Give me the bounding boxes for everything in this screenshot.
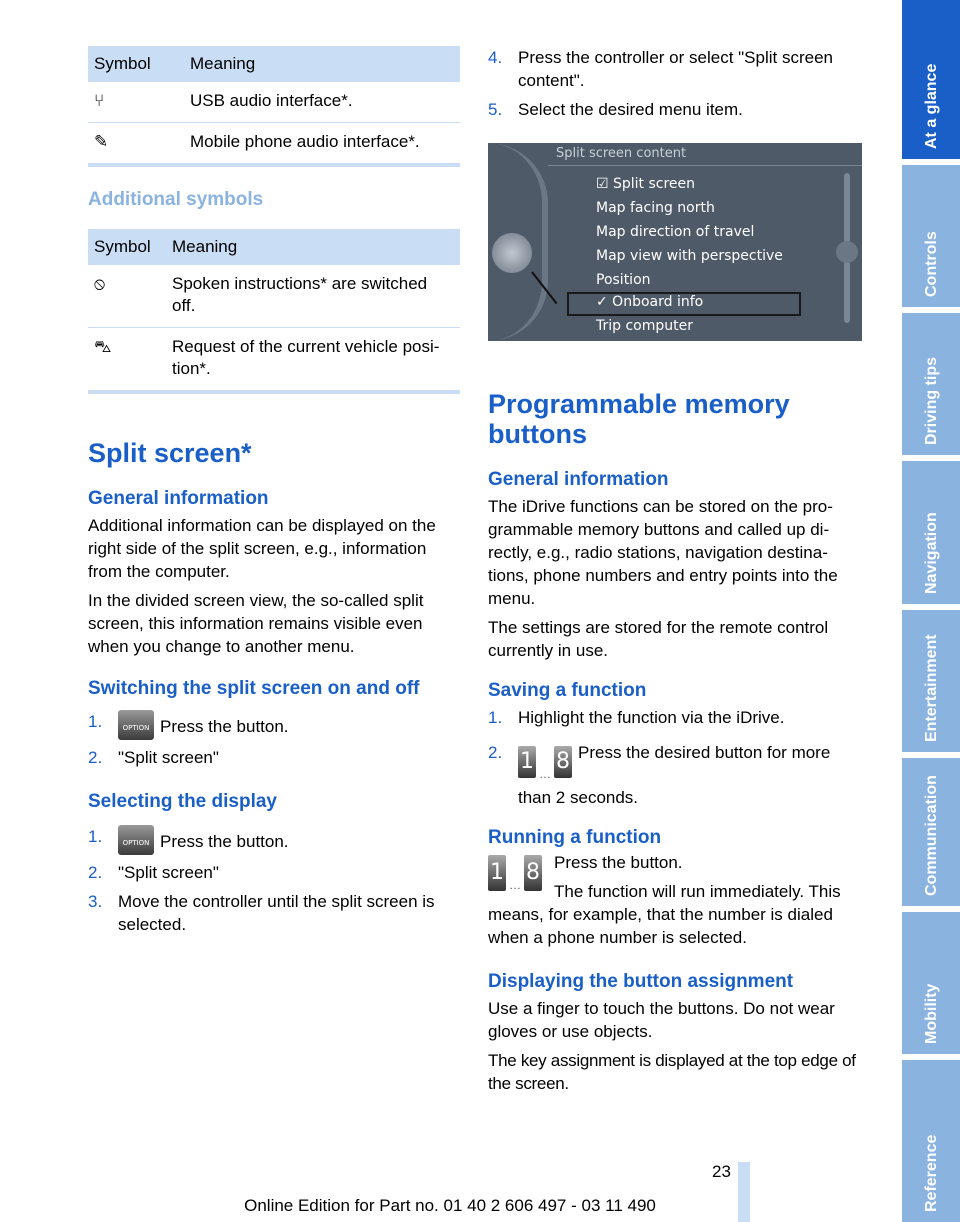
- screen-menu-item: Trip computer: [596, 318, 693, 334]
- memory-key-8: 8: [524, 855, 542, 891]
- step-text: "Split screen": [118, 863, 219, 882]
- paragraph: The key assignment is displayed at the top edge of the screen.: [488, 1051, 856, 1093]
- screen-menu-item: Map direction of travel: [596, 224, 755, 240]
- idrive-screen-image: [488, 143, 862, 341]
- memory-key-1: 1: [518, 746, 536, 778]
- split-screen-icon: [836, 241, 858, 263]
- switch-heading: Switching the split screen on and off: [88, 678, 420, 699]
- step-number: 1.: [88, 827, 103, 846]
- speaker-off-icon: ⦸: [94, 274, 106, 293]
- split-content-steps: [488, 46, 862, 121]
- option-label: OPTION: [122, 724, 150, 732]
- display-assignment-heading: Displaying the button assignment: [488, 971, 794, 992]
- switch-steps: [88, 710, 460, 769]
- paragraph: Press the button.: [554, 853, 683, 872]
- tab-label: Communication: [923, 775, 940, 896]
- step-text: Press the controller or select "Split screen content".: [518, 48, 833, 90]
- controller-knob-icon: [492, 233, 532, 273]
- table-row: [88, 328, 460, 393]
- ellipsis: …: [539, 767, 551, 781]
- vehicle-position-icon: ⛍: [94, 337, 112, 356]
- screen-divider: [548, 165, 862, 166]
- saving-steps: [488, 706, 862, 809]
- paragraph: Use a finger to touch the buttons. Do not wear gloves or use objects.: [488, 999, 835, 1041]
- list-item: [88, 746, 460, 769]
- tab-label: At a glance: [923, 63, 940, 149]
- chapter-sidebar: [902, 0, 960, 1222]
- usb-icon: ⑂: [94, 91, 105, 110]
- tab-label: Driving tips: [923, 356, 940, 445]
- tab-communication[interactable]: [902, 758, 960, 906]
- screen-title: Split screen content: [556, 146, 687, 161]
- right-column: [488, 46, 862, 1101]
- paragraph: Additional information can be displayed on the right side of the split screen, e.g., information from the computer.: [88, 516, 436, 581]
- tab-entertainment[interactable]: [902, 610, 960, 752]
- step-text: "Split screen": [118, 748, 219, 767]
- table-header-symbol: Symbol: [88, 229, 166, 265]
- paragraph: The function will run immediately. This means, for example, that the number is dialed when a phone number is selected.: [488, 882, 841, 947]
- saving-heading: Saving a function: [488, 680, 647, 701]
- page-number: 23: [712, 1162, 731, 1181]
- table-row: [88, 82, 460, 123]
- table-header-symbol: Symbol: [88, 46, 184, 82]
- list-item: [488, 706, 862, 729]
- footer-edition: Online Edition for Part no. 01 40 2 606 497 - 03 11 490: [244, 1196, 656, 1215]
- list-item: [88, 825, 460, 855]
- tab-at-a-glance[interactable]: [902, 0, 960, 159]
- selection-frame: [567, 292, 801, 316]
- tab-reference[interactable]: [902, 1060, 960, 1222]
- screen-menu-item: Map facing north: [596, 200, 715, 216]
- general-info-heading: General information: [88, 488, 269, 509]
- table-cell-meaning: Spoken instructions* are switched off.: [166, 265, 460, 328]
- memory-buttons-icon: [518, 746, 572, 786]
- table-cell-meaning: USB audio interface*.: [184, 82, 460, 123]
- step-number: 2.: [88, 748, 103, 767]
- list-item: [88, 710, 460, 740]
- symbol-table: [88, 46, 460, 167]
- running-block: [488, 851, 862, 949]
- list-item: [488, 98, 862, 121]
- tab-navigation[interactable]: [902, 461, 960, 604]
- step-number: 3.: [88, 892, 103, 911]
- paragraph: The iDrive functions can be stored on the pro-grammable memory buttons and called up di-rectly, e.g., radio stations, navigation destina-tions, phone numbers and entry points into the menu.: [488, 497, 838, 608]
- list-item: [88, 890, 460, 936]
- step-text: Press the desired button for more than 2 seconds.: [518, 743, 831, 807]
- list-item: [488, 46, 862, 92]
- tab-mobility[interactable]: [902, 912, 960, 1054]
- screen-menu-item: ☑ Split screen: [596, 176, 696, 192]
- programmable-buttons-title: [488, 389, 862, 449]
- tab-label: Entertainment: [923, 634, 940, 742]
- screen-menu-item: ✓ Onboard info: [596, 294, 704, 310]
- memory-buttons-icon: [488, 855, 542, 892]
- table-header-meaning: Meaning: [166, 229, 460, 265]
- additional-symbol-table: [88, 229, 460, 394]
- step-text: Press the button.: [160, 717, 289, 736]
- tab-label: Navigation: [923, 512, 940, 594]
- paragraph: In the divided screen view, the so-called split screen, this information remains visible even when you change to another menu.: [88, 591, 424, 656]
- step-number: 1.: [88, 712, 103, 731]
- list-item: [488, 741, 862, 809]
- screen-menu-item: Position: [596, 272, 651, 288]
- split-screen-title: Split screen*: [88, 438, 252, 468]
- step-text: Press the button.: [160, 832, 289, 851]
- step-text: Highlight the function via the iDrive.: [518, 708, 785, 727]
- option-button-icon: [118, 710, 154, 740]
- step-number: 4.: [488, 48, 503, 67]
- running-heading: Running a function: [488, 827, 662, 848]
- table-row: [88, 123, 460, 166]
- step-text: Select the desired menu item.: [518, 100, 743, 119]
- ellipsis: …: [509, 878, 521, 892]
- select-steps: [88, 825, 460, 936]
- memory-key-8: 8: [554, 746, 572, 778]
- tab-label: Controls: [923, 231, 940, 297]
- step-text: Move the controller until the split screen is selected.: [118, 892, 435, 934]
- table-cell-meaning: Mobile phone audio interface*.: [184, 123, 460, 166]
- step-number: 1.: [488, 708, 503, 727]
- additional-symbols-heading: Additional symbols: [88, 189, 264, 210]
- memory-key-1: 1: [488, 855, 506, 891]
- tab-driving-tips[interactable]: [902, 313, 960, 455]
- step-number: 2.: [88, 863, 103, 882]
- table-row: [88, 265, 460, 328]
- option-button-icon: [118, 825, 154, 855]
- table-header-meaning: Meaning: [184, 46, 460, 82]
- phone-audio-icon: ✎: [94, 132, 109, 151]
- tab-label: Reference: [923, 1134, 940, 1212]
- title-line: Programmable memory: [488, 389, 790, 419]
- step-number: 5.: [488, 100, 503, 119]
- general-info-heading: General information: [488, 469, 669, 490]
- step-number: 2.: [488, 743, 503, 762]
- option-label: OPTION: [122, 839, 150, 847]
- paragraph: The settings are stored for the remote control currently in use.: [488, 618, 829, 660]
- table-cell-meaning: Request of the current vehicle posi-tion*.: [166, 328, 460, 393]
- left-column: [88, 46, 460, 942]
- screen-menu-item: Map view with perspective: [596, 248, 783, 264]
- tab-label: Mobility: [923, 983, 940, 1044]
- list-item: [88, 861, 460, 884]
- tab-controls[interactable]: [902, 165, 960, 307]
- select-display-heading: Selecting the display: [88, 791, 277, 812]
- title-line: buttons: [488, 419, 587, 449]
